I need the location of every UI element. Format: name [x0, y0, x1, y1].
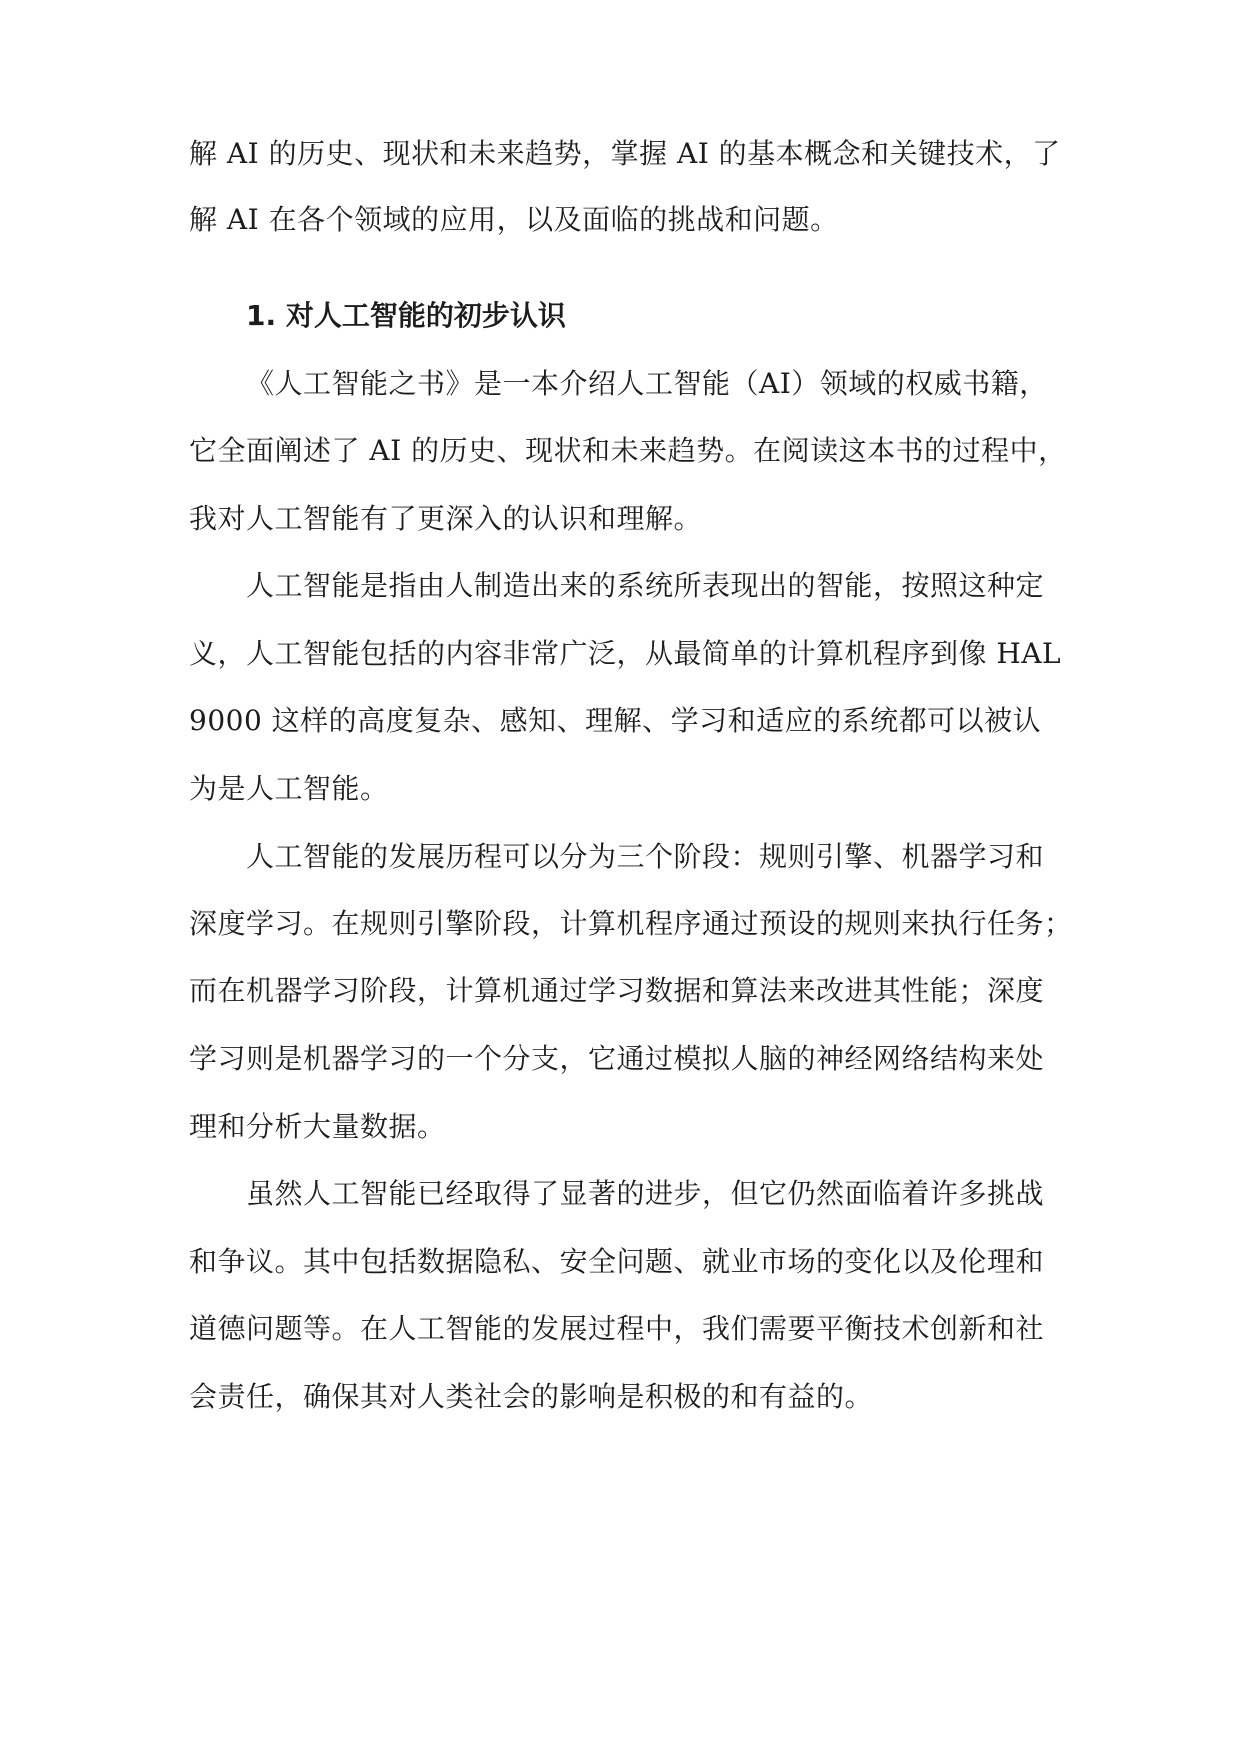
- paragraph-1-line-1: 《人工智能之书》是一本介绍人工智能（AI）领域的权威书籍，: [246, 367, 1048, 400]
- paragraph-2-line-3: 9000 这样的高度复杂、感知、理解、学习和适应的系统都可以被认: [189, 704, 1042, 737]
- paragraph-3-line-2: 深度学习。在规则引擎阶段，计算机程序通过预设的规则来执行任务；: [189, 907, 1073, 940]
- intro-line-2: 解 AI 在各个领域的应用，以及面临的挑战和问题。: [189, 203, 839, 236]
- section-heading: 1. 对人工智能的初步认识: [246, 299, 566, 332]
- paragraph-3-line-3: 而在机器学习阶段，计算机通过学习数据和算法来改进其性能；深度: [189, 974, 1045, 1007]
- paragraph-3-line-5: 理和分析大量数据。: [189, 1110, 446, 1143]
- paragraph-4-line-3: 道德问题等。在人工智能的发展过程中，我们需要平衡技术创新和社: [189, 1312, 1045, 1345]
- paragraph-4-line-4: 会责任，确保其对人类社会的影响是积极的和有益的。: [189, 1380, 874, 1413]
- paragraph-3-line-1: 人工智能的发展历程可以分为三个阶段：规则引擎、机器学习和: [246, 840, 1045, 873]
- paragraph-2-line-4: 为是人工智能。: [189, 772, 389, 805]
- paragraph-4-line-1: 虽然人工智能已经取得了显著的进步，但它仍然面临着许多挑战: [246, 1177, 1045, 1210]
- paragraph-1-line-2: 它全面阐述了 AI 的历史、现状和未来趋势。在阅读这本书的过程中，: [189, 434, 1067, 467]
- intro-line-1: 解 AI 的历史、现状和未来趋势，掌握 AI 的基本概念和关键技术，了: [189, 137, 1061, 170]
- paragraph-3-line-4: 学习则是机器学习的一个分支，它通过模拟人脑的神经网络结构来处: [189, 1042, 1045, 1075]
- paragraph-2-line-1: 人工智能是指由人制造出来的系统所表现出的智能，按照这种定: [246, 569, 1045, 602]
- paragraph-2-line-2: 义，人工智能包括的内容非常广泛，从最简单的计算机程序到像 HAL: [189, 637, 1062, 670]
- paragraph-1-line-3: 我对人工智能有了更深入的认识和理解。: [189, 502, 703, 535]
- paragraph-4-line-2: 和争议。其中包括数据隐私、安全问题、就业市场的变化以及伦理和: [189, 1245, 1045, 1278]
